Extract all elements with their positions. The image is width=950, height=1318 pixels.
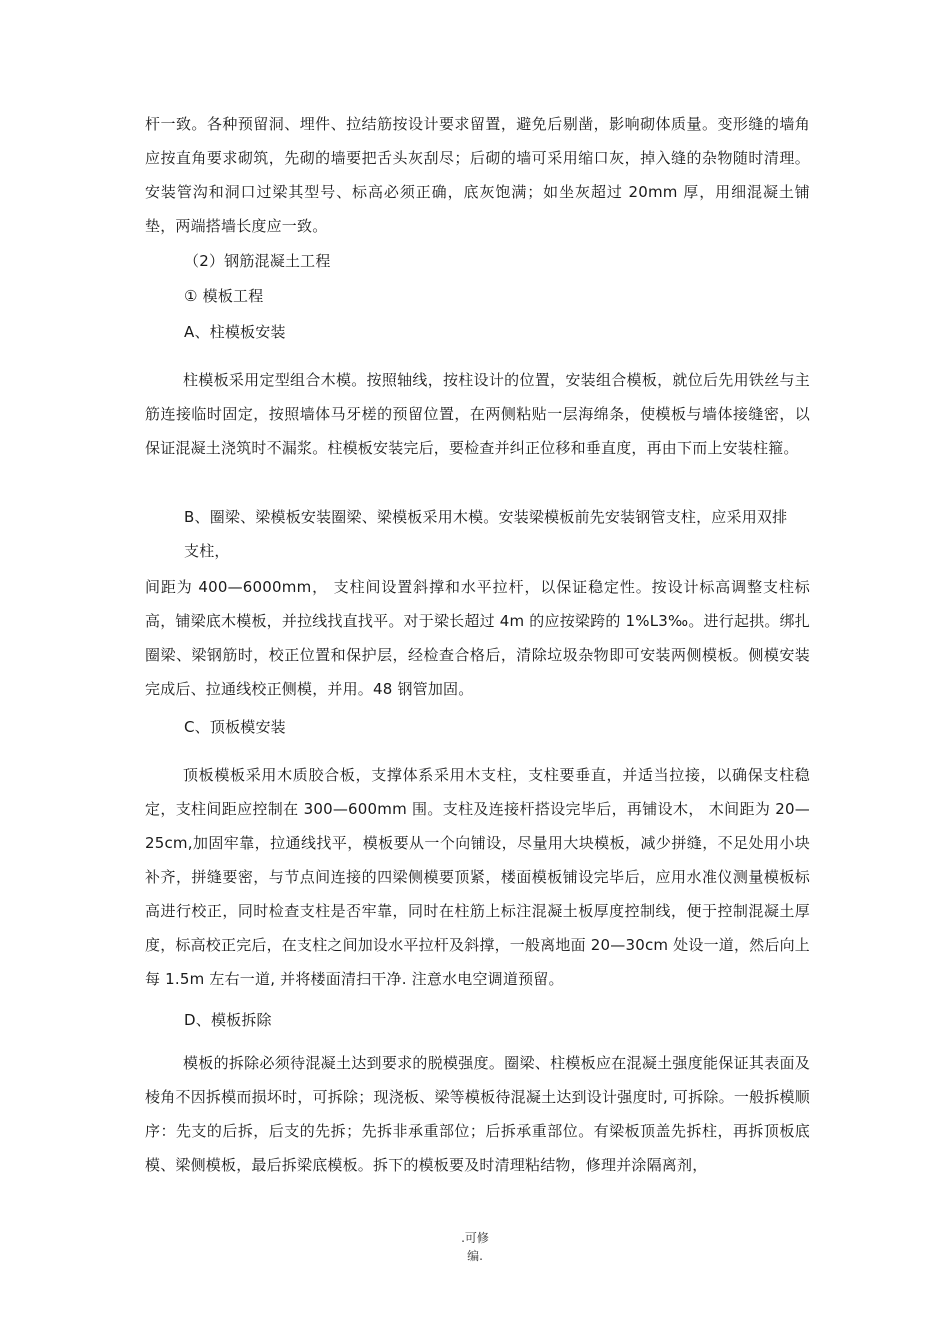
item-heading-slab-formwork: C、顶板模安装: [184, 718, 286, 736]
section-heading-reinforced-concrete: （2）钢筋混凝土工程: [184, 252, 331, 270]
paragraph-masonry-continued: 杆一致。各种预留洞、埋件、拉结筋按设计要求留置，避免后剔凿，影响砌体质量。变形缝的墙角应按直角要求砌筑，先砌的墙要把舌头灰刮尽；后砌的墙可采用缩口灰，掉入缝的杂物随时清理。安装管沟和洞口过梁其型号、标高必须正确，底灰饱满；如坐灰超过 20mm 厚，用细混凝土铺垫，两端搭墙长度应一致。: [145, 115, 810, 235]
paragraph-beam-formwork-support: 支柱，: [184, 542, 230, 560]
paragraph-formwork-removal: 模板的拆除必须待混凝土达到要求的脱模强度。圈梁、柱模板应在混凝土强度能保证其表面及棱角不因拆模而损坏时，可拆除；现浇板、梁等模板待混凝土达到设计强度时, 可拆除。一般拆模顺序：先支的后拆，后支的先拆；先拆非承重部位；后拆承重部位。有梁板顶盖先拆柱，再拆顶板底模、梁侧模板，最后拆梁底模板。拆下的模板要及时清理粘结物，修理并涂隔离剂，: [145, 1054, 810, 1174]
footer-line-1: .可修: [461, 1231, 489, 1245]
paragraph-beam-formwork-intro: B、圈梁、梁模板安装圈梁、梁模板采用木模。安装梁模板前先安装钢管支柱，应采用双排: [184, 508, 788, 526]
paragraph-slab-formwork: 顶板模板采用木质胶合板，支撑体系采用木支柱，支柱要垂直，并适当拉接，以确保支柱稳定，支柱间距应控制在 300—600mm 围。支柱及连接杆搭设完毕后，再铺设木， 木间距为 20—25cm,加固牢靠，拉通线找平，模板要从一个向铺设，尽量用大块模板，减少拼缝，不足处用小块补齐，拼缝要密，与节点间连接的四梁侧模要顶紧，楼面模板铺设完毕后，应用水准仪测量模板标高进行校正，同时检查支柱是否牢靠，同时在柱筋上标注混凝土板厚度控制线，便于控制混凝土厚度，标高校正完后，在支柱之间加设水平拉杆及斜撑，一般离地面 20—30cm 处设一道，然后向上每 1.5m 左右一道, 并将楼面清扫干净. 注意水电空调道预留。: [145, 766, 810, 988]
item-heading-column-formwork: A、柱模板安装: [184, 323, 286, 341]
footer-line-2: 编.: [467, 1249, 483, 1263]
item-heading-formwork-removal: D、模板拆除: [184, 1011, 272, 1029]
paragraph-column-formwork: 柱模板采用定型组合木模。按照轴线，按柱设计的位置，安装组合模板，就位后先用铁丝与主筋连接临时固定，按照墙体马牙槎的预留位置，在两侧粘贴一层海绵条，使模板与墙体接缝密，以保证混凝土浇筑时不漏浆。柱模板安装完后，要检查并纠正位移和垂直度，再由下而上安装柱箍。: [145, 371, 810, 457]
paragraph-beam-formwork-details: 间距为 400—6000mm， 支柱间设置斜撑和水平拉杆，以保证稳定性。按设计标高调整支柱标高，铺梁底木模板，并拉线找直找平。对于梁长超过 4m 的应按梁跨的 1%L3‰。进行起拱。绑扎圈梁、梁钢筋时，校正位置和保护层，经检查合格后，清除垃圾杂物即可安装两侧模板。侧模安装完成后、拉通线校正侧模，并用。48 钢管加固。: [145, 578, 810, 698]
subsection-heading-formwork: ① 模板工程: [184, 287, 264, 305]
